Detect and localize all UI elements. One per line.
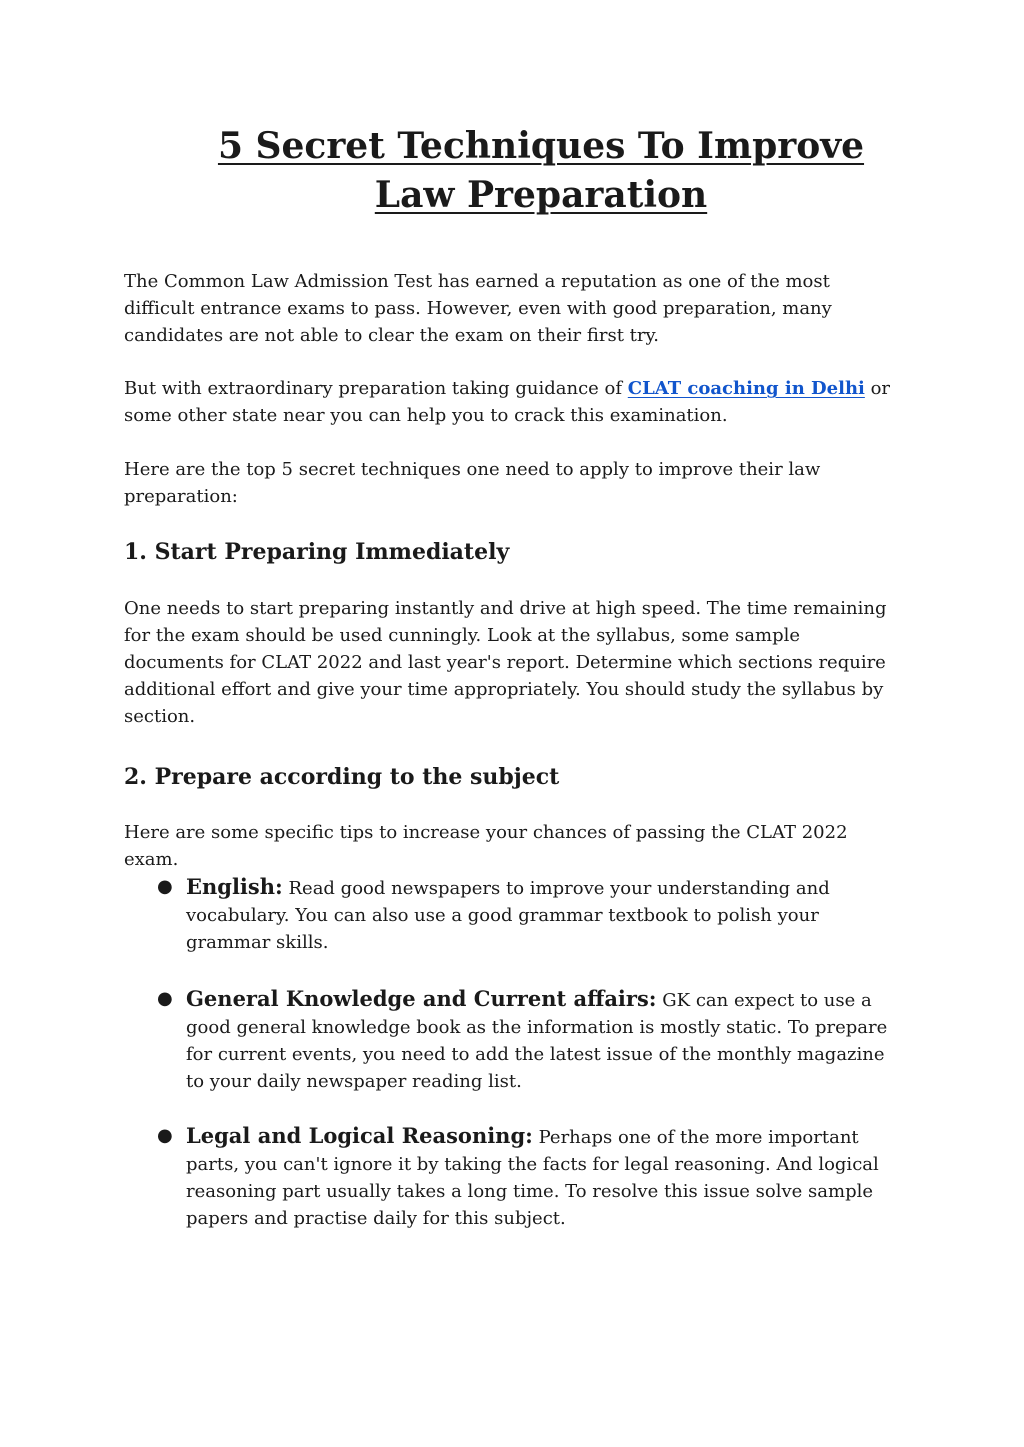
guidance-text-before: But with extraordinary preparation taking guidance of — [124, 378, 628, 399]
list-item-text — [186, 985, 906, 1095]
guidance-paragraph — [124, 375, 904, 429]
list-item-description: Read good newspapers to improve your understanding and vocabulary. You can also use a good grammar textbook to polish your grammar skills. — [186, 878, 830, 953]
section-1-body: One needs to start preparing instantly and drive at high speed. The time remaining for the exam should be used cunningly. Look at the syllabus, some sample documents for CLAT 2022 and last year's report. Determine which sections require additional effort and give your time appropriately. You should study the syllabus by section. — [124, 598, 887, 727]
list-item-text — [186, 1122, 906, 1232]
list-item-description: Perhaps one of the more important parts, you can't ignore it by taking the facts for legal reasoning. And logical reasoning part usually takes a long time. To resolve this issue solve sample papers and practise daily for this subject. — [186, 1127, 879, 1229]
clat-coaching-link[interactable]: CLAT coaching in Delhi — [627, 378, 865, 399]
list-item-term: Legal and Logical Reasoning: — [186, 1123, 533, 1148]
intro-paragraph: The Common Law Admission Test has earned a reputation as one of the most difficult entrance exams to pass. However, even with good preparation, many candidates are not able to clear the exam on their first try. — [124, 271, 832, 346]
title-line-1: 5 Secret Techniques To Improve — [217, 125, 865, 167]
bullet-icon: ● — [157, 988, 173, 1009]
section-2-intro: Here are some specific tips to increase your chances of passing the CLAT 2022 exam. — [124, 822, 848, 870]
section-2-heading: 2. Prepare according to the subject — [124, 764, 560, 790]
title-line-2: Law Preparation — [374, 174, 708, 216]
list-item-term: General Knowledge and Current affairs: — [186, 986, 657, 1011]
document-title — [0, 122, 1024, 220]
section-1-heading: 1. Start Preparing Immediately — [124, 539, 510, 565]
guidance-text-after: or some other state near you can help you to crack this examination. — [124, 378, 891, 426]
list-item-text — [186, 873, 906, 956]
bullet-icon: ● — [157, 876, 173, 897]
list-item-description: GK can expect to use a good general knowledge book as the information is mostly static. To prepare for current events, you need to add the latest issue of the monthly magazine to your daily newspaper reading list. — [186, 990, 888, 1092]
bullet-icon: ● — [157, 1125, 173, 1146]
top5-intro-paragraph: Here are the top 5 secret techniques one need to apply to improve their law preparation: — [124, 459, 821, 507]
list-item-term: English: — [186, 874, 283, 899]
